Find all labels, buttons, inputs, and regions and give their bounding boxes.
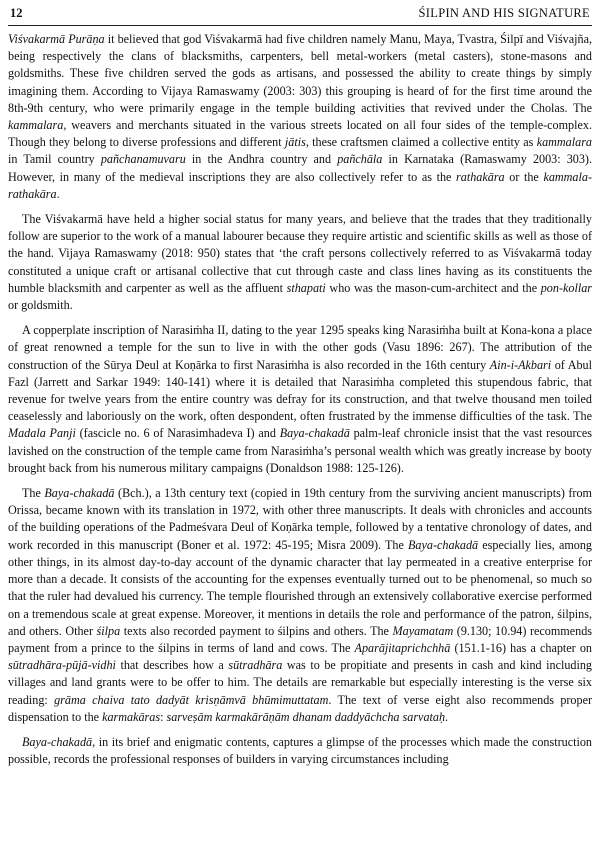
italic-term: karmakāras — [102, 709, 161, 724]
running-title: ŚILPIN AND HIS SIGNATURE — [418, 6, 590, 20]
page-number: 12 — [10, 6, 23, 20]
paragraph: The Viśvakarmā have held a higher social status for many years, and believe that the trades that they traditionally follow are superior to the work of a manual labourer because they require artistic and scientific skills as well as those of the hand. Vijaya Ramaswamy (2018: 950) states that ‘the craft persons collectively referred to as Viśvakarmā today constituted a unique craft or artisanal collective that cut through caste and class lines having as its constituents the humble blacksmith and carpenter as well as the affluent sthapati who was the mason-cum-architect and the pon-kollar or goldsmith. — [8, 212, 592, 313]
body-text — [8, 31, 592, 768]
italic-term: rathakāra — [456, 169, 505, 184]
italic-term: Baya-chakadā — [279, 426, 350, 441]
italic-term: Baya-chakadā — [408, 537, 479, 552]
italic-term: sūtradhāra — [228, 658, 283, 673]
paragraph: Baya-chakadā, in its brief and enigmatic contents, captures a glimpse of the processes which made the construction possible, records the professional responses of builders in varying circumstances including — [8, 734, 592, 767]
italic-term: kammala-rathakāra — [8, 169, 592, 201]
italic-term: grāma chaiva tato dadyāt krisṇāmvā bhūmimuttatam — [54, 692, 329, 707]
italic-term: kammalara — [536, 135, 592, 150]
italic-term: sarveṣām karmakārāṇām dhanam daddyāchcha sarvataḥ — [166, 709, 446, 724]
italic-term: Ain-i-Akbari — [489, 357, 552, 372]
italic-term: sthapati — [286, 280, 326, 295]
italic-term: Baya-chakadā — [22, 734, 93, 749]
italic-term: Aparājitaprichchhā — [354, 640, 451, 655]
italic-term: jātis — [284, 135, 306, 150]
italic-term: Madala Panji — [8, 426, 76, 441]
italic-term: pañchāla — [337, 152, 383, 167]
italic-term: śilpa — [96, 623, 121, 638]
paragraph: Viśvakarmā Purāṇa it believed that god Viśvakarmā had five children namely Manu, Maya, Tvastra, Śilpī and Viśvajña, being respectively the clans of blacksmiths, carpenters, bell metal-workers (metal casters), stone-masons and goldsmiths. These five children served the gods as artisans, and possessed the ability to create things by simply imagining them. According to Vijaya Ramaswamy (2003: 303) this grouping is heard of for the first time around the 8th-9th century, who were primarily engage in the temple building activities that revived under the Cholas. The kammalara, weavers and merchants situated in the various streets located on all four sides of the temple-complex. Though they belong to diverse professions and different jātis, these craftsmen claimed a collective entity as kammalara in Tamil country pañchanamuvaru in the Andhra country and pañchāla in Karnataka (Ramaswamy 2003: 303). However, in many of the medieval inscriptions they are also collectively refer to as the rathakāra or the kammala-rathakāra. — [8, 32, 593, 201]
paragraph: The Baya-chakadā (Bch.), a 13th century text (copied in 19th century from the surviving ancient manuscripts) from Orissa, became known with its translation in 1972, with other three manuscripts. It deals with chronicles and accounts of the building operations of the Padmeśvara Deul of Koṇārka temple, followed by a tentative chronology of dates, and work recorded in this manuscript (Boner et al. 1972: 45-195; Misra 2009). The Baya-chakadā especially lies, among other things, in its almost day-to-day account of the dynamic character that lay permeated in a creative enterprise for more than a decade. It consists of the accounting for the expenses eventually turned out to be phenomenal, so much so that the ruler had devalued his currency. The temple flourished through an extensively collaborative exercise performed on a tremendous scale at great expense. Moreover, it mentions in details the role and performance of the patron, śilpins, and others. Other śilpa texts also recorded payment to śilpins and others. The Mayamatam (9.130; 10.94) recommends payment from a prince to the śilpins in terms of land and cows. The Aparājitaprichchhā (151.1-16) has a chapter on sūtradhāra-pūjā-vidhi that describes how a sūtradhāra was to be propitiate and presents in cash and kind including villages and land grants were to be offer to him. The details are remarkable but especially interesting is the verse six reading: grāma chaiva tato dadyāt krisṇāmvā bhūmimuttatam. The text of verse eight also recommends proper dispensation to the karmakāras: sarveṣām karmakārāṇām dhanam daddyāchcha sarvataḥ. — [8, 486, 593, 724]
paragraph: A copperplate inscription of Narasiṁha II, dating to the year 1295 speaks king Narasiṁha built at Kona-kona a place of great renowned a temple for the sun to live in with the other gods (Vasu 1896: 267). The attribution of the construction of the Sūrya Deul at Koṇārka to first Narasiṁha is also recorded in the 16th century Ain-i-Akbari of Abul Fazl (Jarrett and Sarkar 1949: 140-141) where it is detailed that Narasiṁha completed this stupendous fabric, that revenue for twelve years from the entire country was defray for its construction, and that twelve thousand men toiled ceaselessly and laboriously on the work, often despondent, often frustrated by the immense difficulties of the task. The Madala Panji (fascicle no. 6 of Narasimhadeva I) and Baya-chakadā palm-leaf chronicle insist that the vast resources lavished on the construction of the temple came from Narasiṁha’s personal wealth which was greatly increase by booty brought back from his numerous military campaigns (Donaldson 1988: 125-126). — [8, 323, 593, 475]
running-header — [8, 6, 592, 26]
italic-term: pon-kollar — [540, 280, 592, 295]
italic-term: sūtradhāra-pūjā-vidhi — [8, 658, 116, 673]
italic-term: pañchanamuvaru — [100, 152, 186, 167]
italic-term: kammalara — [8, 118, 64, 133]
italic-term: Viśvakarmā Purāṇa — [8, 32, 105, 46]
italic-term: Mayamatam — [392, 623, 454, 638]
italic-term: Baya-chakadā — [44, 486, 115, 501]
